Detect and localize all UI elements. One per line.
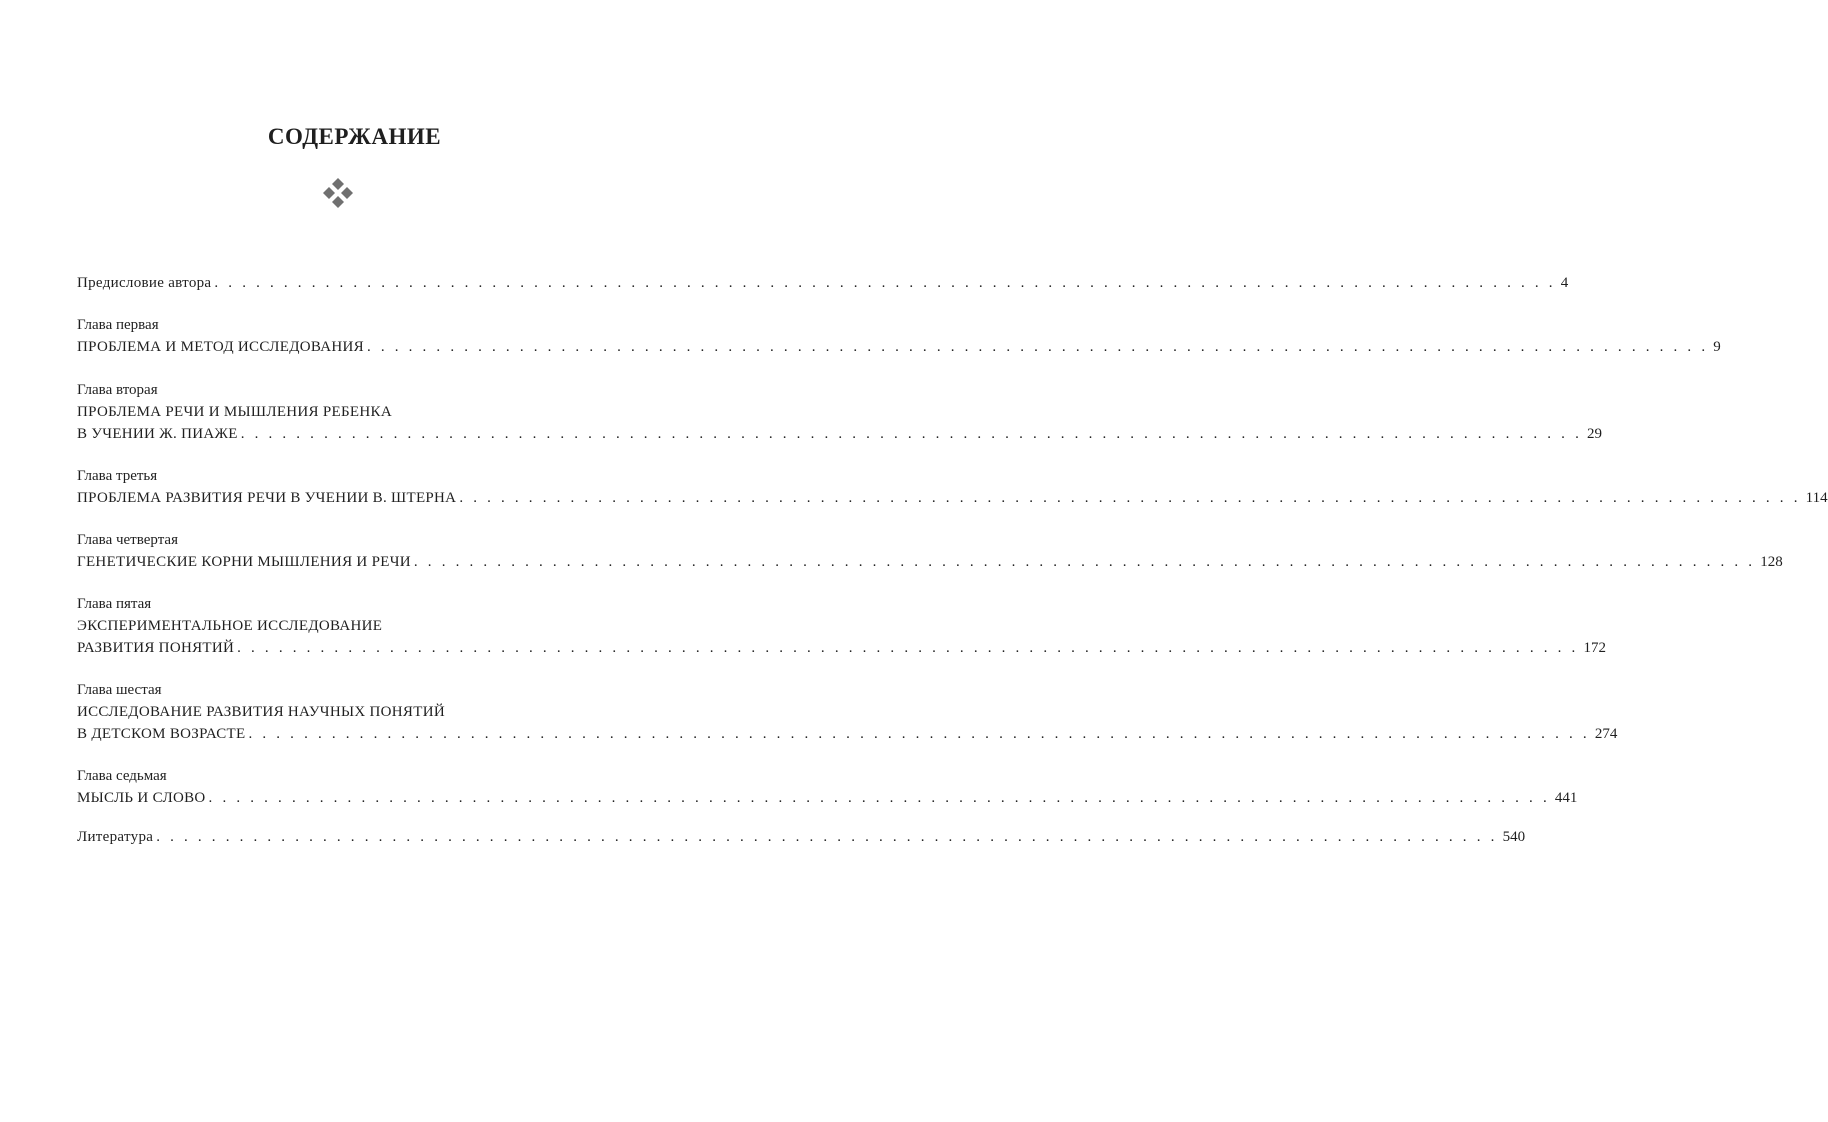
dot-leader: . . . . . . . . . . . . . . . . . . . . . . . . . . . . . . . . . . . . . . . . . . . . . . . . . . . . . . . . . . . . . . . . . . . . . . . . . . . . . . . . . . . . . . . . . . . . . . . . . (366, 339, 1709, 355)
page-number: 4 (1560, 275, 1569, 291)
chapter-title: ЭКСПЕРИМЕНТАЛЬНОЕ ИССЛЕДОВАНИЕ (77, 618, 383, 634)
chapter-title-continued: РАЗВИТИЯ ПОНЯТИЙ (77, 640, 235, 656)
chapter-label: Глава четвертая (77, 532, 178, 548)
entry-title: Предисловие автора (77, 275, 212, 291)
chapter-label: Глава пятая (77, 596, 152, 612)
toc-entry-chapter-6[interactable] (77, 679, 1618, 745)
chapter-label: Глава вторая (77, 382, 158, 398)
toc-entry-chapter-1[interactable] (77, 314, 1721, 358)
chapter-title: ПРОБЛЕМА РАЗВИТИЯ РЕЧИ В УЧЕНИИ В. ШТЕРНА (77, 490, 457, 506)
chapter-label: Глава шестая (77, 682, 162, 698)
toc-entry-chapter-7[interactable] (77, 765, 1578, 809)
dot-leader: . . . . . . . . . . . . . . . . . . . . . . . . . . . . . . . . . . . . . . . . . . . . . . . . . . . . . . . . . . . . . . . . . . . . . . . . . . . . . . . . . . . . . . . . . . . . . . . . . (156, 829, 1498, 845)
page-number: 441 (1554, 790, 1578, 806)
chapter-title: МЫСЛЬ И СЛОВО (77, 790, 206, 806)
toc-entry-references[interactable] (77, 826, 1526, 848)
chapter-title: ГЕНЕТИЧЕСКИЕ КОРНИ МЫШЛЕНИЯ И РЕЧИ (77, 554, 411, 570)
chapter-title: ИССЛЕДОВАНИЕ РАЗВИТИЯ НАУЧНЫХ ПОНЯТИЙ (77, 704, 445, 720)
dot-leader: . . . . . . . . . . . . . . . . . . . . . . . . . . . . . . . . . . . . . . . . . . . . . . . . . . . . . . . . . . . . . . . . . . . . . . . . . . . . . . . . . . . . . . . . . . . . . . . . . (214, 275, 1556, 291)
toc-entry-chapter-5[interactable] (77, 593, 1606, 659)
dot-leader: . . . . . . . . . . . . . . . . . . . . . . . . . . . . . . . . . . . . . . . . . . . . . . . . . . . . . . . . . . . . . . . . . . . . . . . . . . . . . . . . . . . . . . . . . . . . . . . . . (413, 554, 1756, 570)
toc-line (77, 336, 1721, 358)
toc-line (77, 487, 1828, 509)
toc-entry-chapter-4[interactable] (77, 529, 1783, 573)
page-number: 29 (1587, 426, 1603, 442)
page-number: 172 (1583, 640, 1606, 656)
toc-line (77, 826, 1526, 848)
chapter-title-continued: В ДЕТСКОМ ВОЗРАСТЕ (77, 726, 246, 742)
toc-line (77, 551, 1783, 573)
dot-leader: . . . . . . . . . . . . . . . . . . . . . . . . . . . . . . . . . . . . . . . . . . . . . . . . . . . . . . . . . . . . . . . . . . . . . . . . . . . . . . . . . . . . . . . . . . . . . . . . . (208, 790, 1550, 806)
chapter-title-continued: В УЧЕНИИ Ж. ПИАЖЕ (77, 426, 238, 442)
page-number: 114 (1805, 490, 1828, 506)
toc-entry-chapter-3[interactable] (77, 465, 1828, 509)
toc-entry-preface[interactable] (77, 272, 1569, 294)
toc-line (77, 637, 1606, 659)
chapter-label: Глава третья (77, 468, 158, 484)
dot-leader: . . . . . . . . . . . . . . . . . . . . . . . . . . . . . . . . . . . . . . . . . . . . . . . . . . . . . . . . . . . . . . . . . . . . . . . . . . . . . . . . . . . . . . . . . . . . . . . . . (459, 490, 1801, 506)
toc-entry-chapter-2[interactable] (77, 379, 1603, 445)
dot-leader: . . . . . . . . . . . . . . . . . . . . . . . . . . . . . . . . . . . . . . . . . . . . . . . . . . . . . . . . . . . . . . . . . . . . . . . . . . . . . . . . . . . . . . . . . . . . . . . . . (237, 640, 1579, 656)
toc-line (77, 423, 1603, 445)
toc-line (77, 787, 1578, 809)
chapter-title: ПРОБЛЕМА И МЕТОД ИССЛЕДОВАНИЯ (77, 339, 364, 355)
page-number: 540 (1502, 829, 1526, 845)
toc-line (77, 272, 1569, 294)
page-title: СОДЕРЖАНИЕ (267, 124, 442, 149)
diamond-cluster-ornament-icon (322, 178, 354, 208)
dot-leader: . . . . . . . . . . . . . . . . . . . . . . . . . . . . . . . . . . . . . . . . . . . . . . . . . . . . . . . . . . . . . . . . . . . . . . . . . . . . . . . . . . . . . . . . . . . . . . . . . (240, 426, 1583, 442)
toc-line (77, 723, 1618, 745)
page-number: 274 (1594, 726, 1618, 742)
page-number: 128 (1760, 554, 1783, 570)
page-number: 9 (1713, 339, 1721, 355)
dot-leader: . . . . . . . . . . . . . . . . . . . . . . . . . . . . . . . . . . . . . . . . . . . . . . . . . . . . . . . . . . . . . . . . . . . . . . . . . . . . . . . . . . . . . . . . . . . . . . . . . (248, 726, 1590, 742)
chapter-label: Глава первая (77, 317, 159, 333)
chapter-title: ПРОБЛЕМА РЕЧИ И МЫШЛЕНИЯ РЕБЕНКА (77, 404, 392, 420)
entry-title: Литература (77, 829, 154, 845)
chapter-label: Глава седьмая (77, 768, 167, 784)
